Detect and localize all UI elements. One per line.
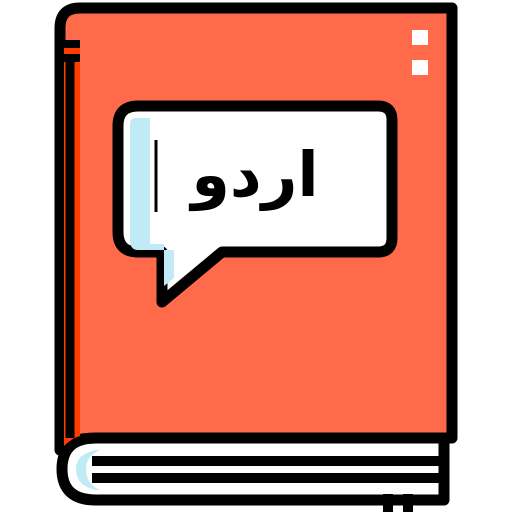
- pages-block: [62, 438, 444, 512]
- urdu-label: اردو: [191, 138, 319, 211]
